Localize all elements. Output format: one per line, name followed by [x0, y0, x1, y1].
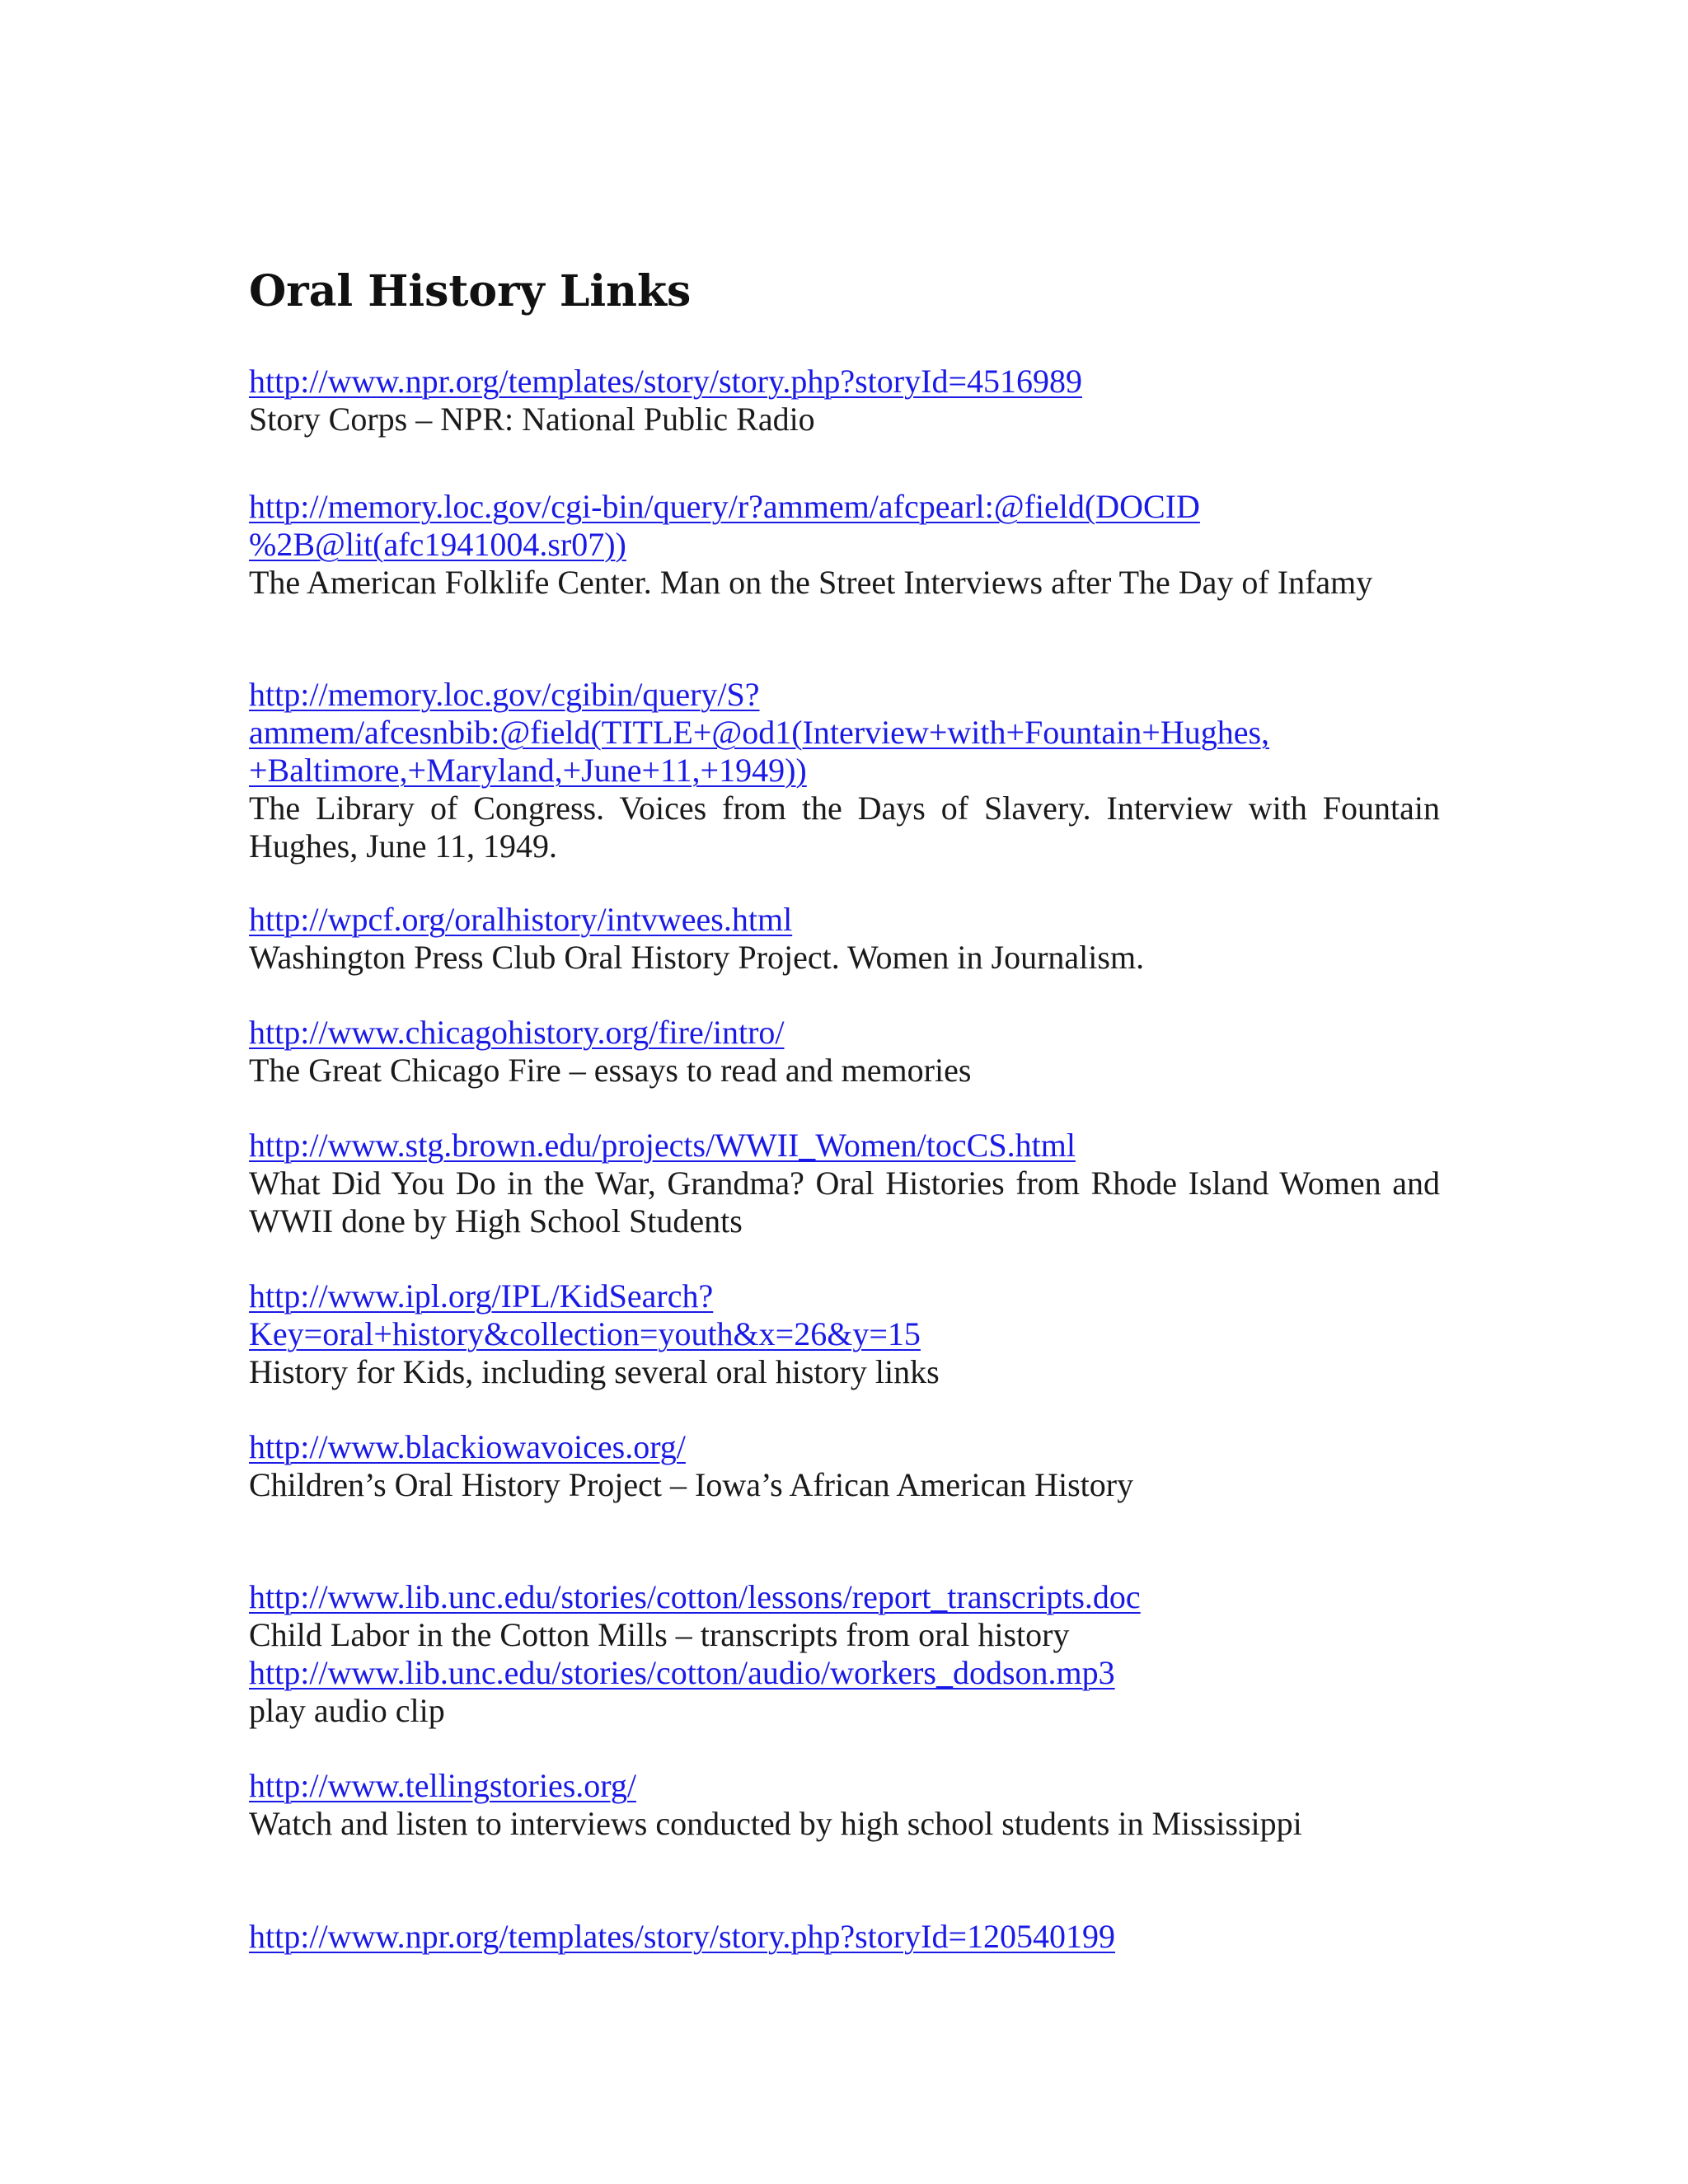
link-description: Child Labor in the Cotton Mills – transcripts from oral history [249, 1616, 1070, 1653]
link-description: The Library of Congress. Voices from the Days of Slavery. Interview with Fountain Hughes, June 11, 1949. [249, 790, 1440, 865]
link-url[interactable]: http://www.ipl.org/IPL/KidSearch? [249, 1277, 714, 1315]
page-title: Oral History Links [249, 266, 692, 316]
link-url[interactable]: http://www.npr.org/templates/story/story.php?storyId=4516989 [249, 363, 1082, 400]
link-entry [249, 1918, 1440, 1956]
link-url[interactable]: http://www.blackiowavoices.org/ [249, 1428, 686, 1465]
link-entry [249, 488, 1440, 602]
link-url[interactable]: http://wpcf.org/oralhistory/intvwees.html [249, 901, 793, 938]
link-description: What Did You Do in the War, Grandma? Oral Histories from Rhode Island Women and WWII done by High School Students [249, 1165, 1440, 1240]
link-description: Watch and listen to interviews conducted by high school students in Mississippi [249, 1805, 1302, 1842]
link-url[interactable]: http://www.lib.unc.edu/stories/cotton/lessons/report_transcripts.doc [249, 1578, 1141, 1615]
link-description: The American Folklife Center. Man on the Street Interviews after The Day of Infamy [249, 564, 1373, 601]
link-entry [249, 1767, 1440, 1843]
link-description: History for Kids, including several oral history links [249, 1353, 940, 1390]
link-entry [249, 1277, 1440, 1391]
link-url[interactable]: http://memory.loc.gov/cgi-bin/query/r?ammem/afcpearl:@field(DOCID [249, 488, 1200, 525]
link-entry [249, 676, 1440, 865]
link-entry [249, 901, 1440, 977]
audio-link-url[interactable]: http://www.lib.unc.edu/stories/cotton/audio/workers_dodson.mp3 [249, 1654, 1115, 1691]
link-entry [249, 363, 1440, 438]
link-description: Washington Press Club Oral History Project. Women in Journalism. [249, 939, 1145, 976]
link-description: The Great Chicago Fire – essays to read and memories [249, 1052, 972, 1089]
link-url[interactable]: http://www.npr.org/templates/story/story.php?storyId=120540199 [249, 1918, 1115, 1955]
link-url-continued[interactable]: ammem/afcesnbib:@field(TITLE+@od1(Interview+with+Fountain+Hughes, [249, 714, 1270, 751]
link-entry [249, 1428, 1440, 1504]
link-url-continued[interactable]: +Baltimore,+Maryland,+June+11,+1949)) [249, 752, 807, 789]
link-entry [249, 1127, 1440, 1240]
audio-link-description: play audio clip [249, 1692, 445, 1729]
link-url-continued[interactable]: %2B@lit(afc1941004.sr07)) [249, 526, 626, 563]
link-entry [249, 1578, 1440, 1730]
link-entry [249, 1014, 1440, 1090]
link-description: Story Corps – NPR: National Public Radio [249, 401, 815, 438]
link-url[interactable]: http://www.stg.brown.edu/projects/WWII_Women/tocCS.html [249, 1127, 1076, 1164]
link-url-continued[interactable]: Key=oral+history&collection=youth&x=26&y=15 [249, 1315, 921, 1352]
link-description: Children’s Oral History Project – Iowa’s African American History [249, 1466, 1134, 1503]
link-url[interactable]: http://www.tellingstories.org/ [249, 1767, 636, 1804]
link-url[interactable]: http://memory.loc.gov/cgibin/query/S? [249, 676, 760, 713]
link-url[interactable]: http://www.chicagohistory.org/fire/intro/ [249, 1014, 785, 1051]
